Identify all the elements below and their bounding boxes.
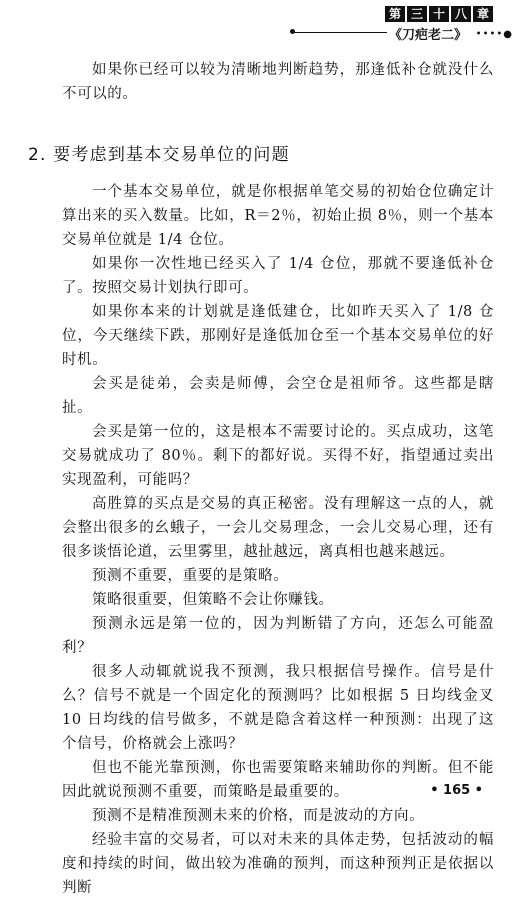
chapter-char: 章 [473,6,493,22]
paragraph: 如果你本来的计划就是逢低建仓，比如昨天买入了 1/8 仓位，今天继续下跌，那刚好是逢低加仓至一个基本交易单位的好时机。 [62,304,494,368]
paragraph: 预测不是精准预测未来的价格，而是波动的方向。 [92,808,425,824]
section-heading: 2. 要考虑到基本交易单位的问题 [28,145,290,165]
header-rule [293,32,387,33]
paragraph: 经验丰富的交易者，可以对未来的具体走势，包括波动的幅度和持续的时间，做出较为准确的预判，而这种预判正是依据以判断 [62,832,494,896]
paragraph: 高胜算的买点是交易的真正秘密。没有理解这一点的人，就会整出很多的幺蛾子，一会儿交易理念，一会儿交易心理，还有很多谈悟论道，云里雾里，越扯越远，离真相也越来越远。 [62,496,494,560]
running-header [293,6,513,42]
intro-block [62,58,494,106]
paragraph: 但也不能光靠预测，你也需要策略来辅助你的判断。但不能因此就说预测不重要，而策略是最重要的。 [62,760,494,800]
paragraph: 如果你一次性地已经买入了 1/4 仓位，那就不要逢低补仓了。按照交易计划执行即可。 [62,256,494,296]
paragraph: 预测永远是第一位的，因为判断错了方向，还怎么可能盈利？ [62,616,494,656]
intro-paragraph: 如果你已经可以较为清晰地判断趋势，那逢低补仓就没什么不可以的。 [62,62,494,102]
body-text [62,180,494,900]
paragraph: 预测不重要，重要的是策略。 [92,568,289,584]
paragraph: 很多人动辄就说我不预测，我只根据信号操作。信号是什么？信号不就是一个固定化的预测吗？比如根据 5 日均线金叉 10 日均线的信号做多，不就是隐含着这样一种预测：出现了这个信号，价格就会上涨吗？ [62,664,494,752]
paragraph: 会买是第一位的，这是根本不需要讨论的。买点成功，这笔交易就成功了 80％。剩下的都好说。买得不好，指望通过卖出实现盈利，可能吗？ [62,424,494,488]
paragraph: 一个基本交易单位，就是你根据单笔交易的初始仓位确定计算出来的买入数量。比如，R＝2％，初始止损 8％，则一个基本交易单位就是 1/4 仓位。 [62,184,494,248]
chapter-char: 八 [451,6,471,22]
paragraph: 策略很重要，但策略不会让你赚钱。 [92,592,334,608]
paragraph: 会买是徒弟，会卖是师傅，会空仓是祖师爷。这些都是瞎扯。 [62,376,494,416]
page-number: • 165 • [430,783,483,798]
chapter-char: 三 [407,6,427,22]
header-dots: ••••● [475,29,513,40]
chapter-subtitle: 《刀疤老二》 [389,28,468,43]
chapter-char: 十 [429,6,449,22]
chapter-label [385,6,493,22]
chapter-char: 第 [385,6,405,22]
